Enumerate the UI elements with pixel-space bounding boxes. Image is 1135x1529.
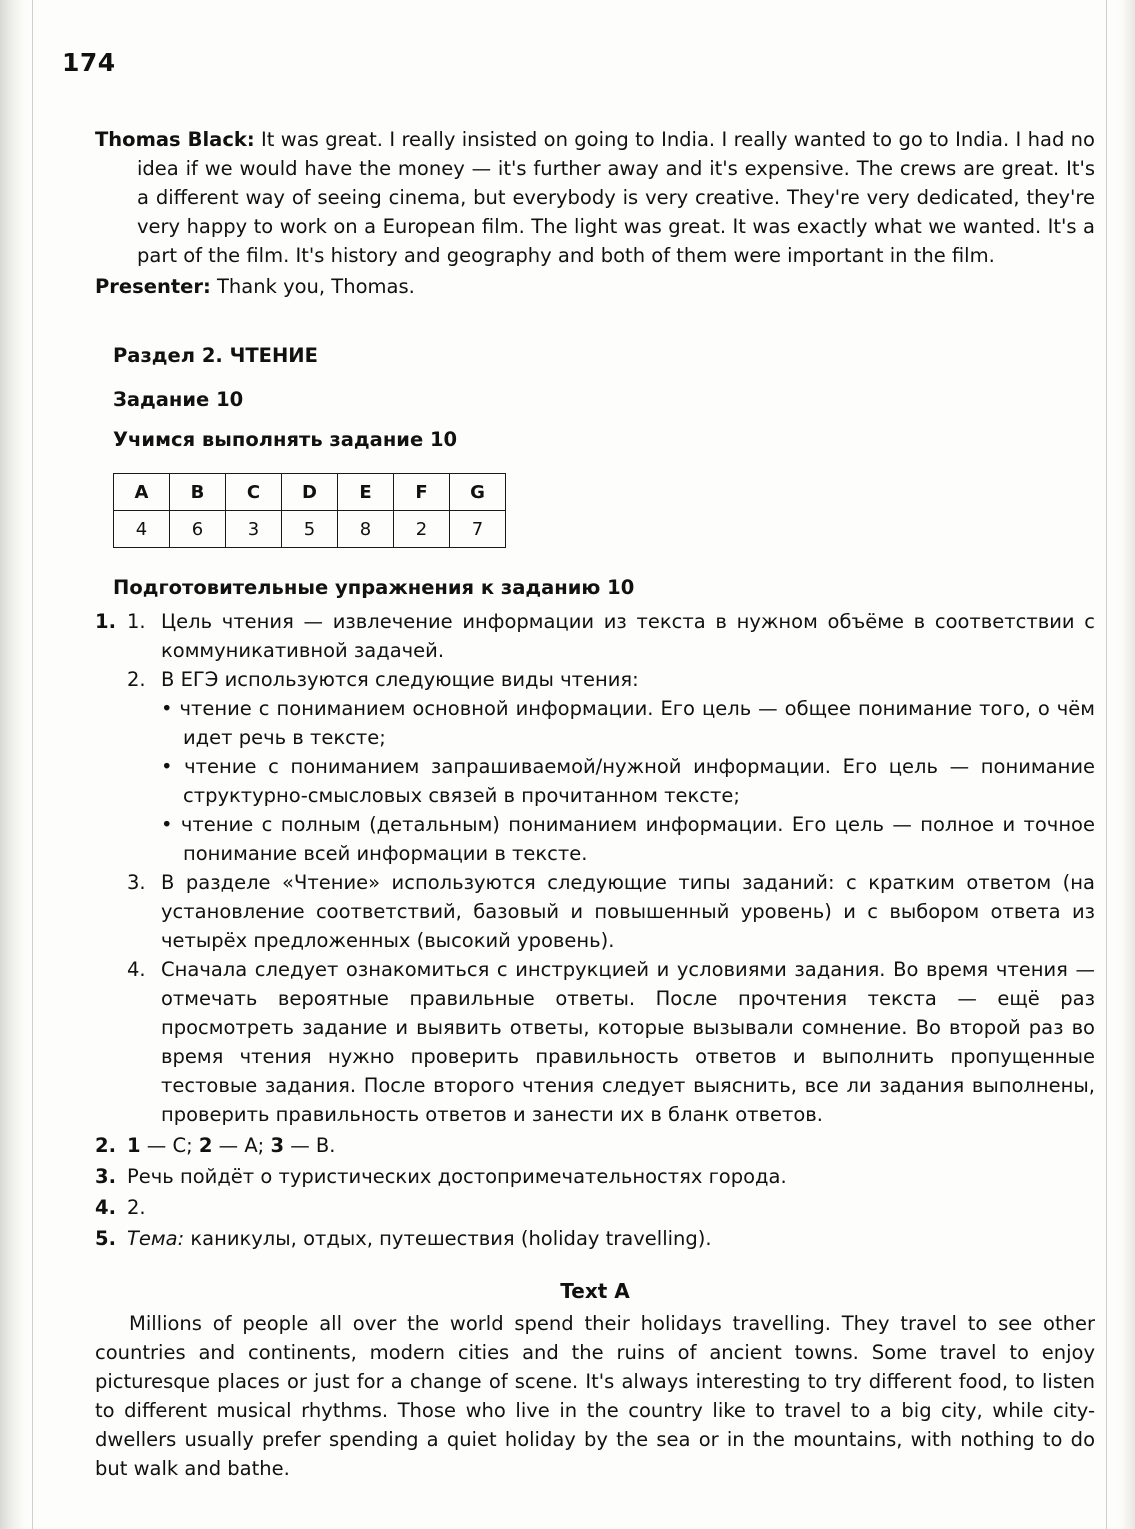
task-heading: Задание 10 bbox=[113, 388, 244, 411]
sub-item-number: 2. bbox=[127, 668, 146, 691]
sub-item-text: В разделе «Чтение» используются следующие типы заданий: с кратким ответом (на установление соответствий, базовый и повышенный уровень) и с выбором ответа из четырёх предложенных (высокий уровень). bbox=[161, 871, 1095, 952]
page-content bbox=[95, 125, 1095, 1483]
table-header-cell: E bbox=[338, 474, 394, 511]
table-cell: 7 bbox=[450, 511, 506, 548]
exercise-item bbox=[95, 1224, 1095, 1253]
sub-item-number: 3. bbox=[127, 871, 146, 894]
table-header-cell: D bbox=[282, 474, 338, 511]
exercise-answer: Речь пойдёт о туристических достопримечательностях города. bbox=[127, 1165, 787, 1188]
table-cell: 3 bbox=[226, 511, 282, 548]
answer-text: — C; bbox=[140, 1134, 199, 1157]
table-header-row bbox=[114, 474, 506, 511]
scan-line bbox=[1106, 0, 1107, 1529]
table-header-cell: C bbox=[226, 474, 282, 511]
exercise-item bbox=[95, 1193, 1095, 1222]
answer-key: 1 bbox=[127, 1134, 141, 1157]
sub-item bbox=[127, 607, 1095, 665]
exercise-answer bbox=[127, 1224, 1095, 1253]
task-subtitle: Учимся выполнять задание 10 bbox=[113, 428, 458, 451]
page-number: 174 bbox=[62, 48, 116, 77]
table-cell: 5 bbox=[282, 511, 338, 548]
answers-table bbox=[113, 473, 506, 548]
answer-text: каникулы, отдых, путешествия (holiday travelling). bbox=[184, 1227, 712, 1250]
speaker-text: It was great. I really insisted on going to India. I really wanted to go to India. I had no idea if we would have the money — it's further away and it's expensive. The crews are great. It's a different way of seeing cinema, but everybody is very creative. They're very dedicated, they're very happy to work on a European film. The light was great. It was exactly what we wanted. It's a part of the film. It's history and geography and both of them were important in the film. bbox=[137, 128, 1095, 267]
bullet-item: • чтение с пониманием основной информации. Его цель — общее понимание того, о чём идет речь в тексте; bbox=[161, 697, 1095, 749]
table-header-cell: B bbox=[170, 474, 226, 511]
exercise-number: 1. bbox=[95, 610, 116, 633]
exercise-number: 3. bbox=[95, 1165, 116, 1188]
answer-text: — B. bbox=[284, 1134, 336, 1157]
answer-label: Тема: bbox=[127, 1227, 185, 1250]
table-header-cell: G bbox=[450, 474, 506, 511]
sub-item bbox=[127, 955, 1095, 1129]
exercise-number: 4. bbox=[95, 1196, 116, 1219]
table-header-cell: A bbox=[114, 474, 170, 511]
scan-line bbox=[32, 0, 33, 1529]
sub-item-intro: В ЕГЭ используются следующие виды чтения: bbox=[161, 668, 639, 691]
exercise-item bbox=[95, 1131, 1095, 1160]
sub-item-number: 1. bbox=[127, 610, 146, 633]
speaker-name: Thomas Black: bbox=[95, 128, 255, 151]
table-cell: 8 bbox=[338, 511, 394, 548]
table-cell: 6 bbox=[170, 511, 226, 548]
scan-edge-left bbox=[0, 0, 26, 1529]
exercise-number: 5. bbox=[95, 1227, 116, 1250]
exercise-item bbox=[95, 607, 1095, 1129]
table-cell: 4 bbox=[114, 511, 170, 548]
exercise-answer bbox=[127, 1131, 1095, 1160]
answer-text: — A; bbox=[212, 1134, 271, 1157]
table-header-cell: F bbox=[394, 474, 450, 511]
exercise-body bbox=[127, 607, 1095, 1129]
text-a-paragraph: Millions of people all over the world spend their holidays travelling. They travel to see other countries and continents, modern cities and the ruins of ancient towns. Some travel to enjoy picturesque places or just for a change of scene. It's always interesting to try different food, to listen to different musical rhythms. Those who live in the country like to travel to a big city, while city-dwellers usually prefer spending a quiet holiday by the sea or in the mountains, with nothing to do but walk and bathe. bbox=[95, 1312, 1095, 1480]
table-cell: 2 bbox=[394, 511, 450, 548]
prep-heading: Подготовительные упражнения к заданию 10 bbox=[113, 576, 635, 599]
bullet-item: • чтение с пониманием запрашиваемой/нужной информации. Его цель — понимание структурно-смысловых связей в прочитанном тексте; bbox=[161, 755, 1095, 807]
speaker-text: Thank you, Thomas. bbox=[210, 275, 415, 298]
dialogue-line bbox=[95, 125, 1095, 270]
sub-item bbox=[127, 868, 1095, 955]
bullet-item: • чтение с полным (детальным) пониманием информации. Его цель — полное и точное понимание всей информации в тексте. bbox=[161, 813, 1095, 865]
table-row bbox=[114, 511, 506, 548]
dialogue-line bbox=[95, 272, 1095, 301]
exercise-number: 2. bbox=[95, 1134, 116, 1157]
sub-item-text bbox=[161, 665, 1095, 868]
sub-item-text: Цель чтения — извлечение информации из текста в нужном объёме в соответствии с коммуникативной задачей. bbox=[161, 610, 1095, 662]
exercise-item bbox=[95, 1162, 1095, 1191]
scan-edge-right bbox=[1115, 0, 1135, 1529]
section-heading: Раздел 2. ЧТЕНИЕ bbox=[113, 344, 318, 367]
sub-item-text: Сначала следует ознакомиться с инструкцией и условиями задания. Во время чтения — отмечать вероятные правильные ответы. После прочтения текста — ещё раз просмотреть задание и выявить ответы, которые вызывали сомнение. Во второй раз во время чтения нужно проверить правильность ответов и выполнить пропущенные тестовые задания. После второго чтения следует выяснить, все ли задания выполнены, проверить правильность ответов и занести их в бланк ответов. bbox=[161, 958, 1095, 1126]
sub-item-number: 4. bbox=[127, 958, 146, 981]
exercise-answer: 2. bbox=[127, 1196, 146, 1219]
speaker-name: Presenter: bbox=[95, 275, 211, 298]
exercise-list bbox=[95, 607, 1095, 1253]
sub-item bbox=[127, 665, 1095, 868]
text-a-title: Text A bbox=[560, 1279, 630, 1303]
answer-key: 2 bbox=[198, 1134, 213, 1157]
answer-key: 3 bbox=[270, 1134, 285, 1157]
